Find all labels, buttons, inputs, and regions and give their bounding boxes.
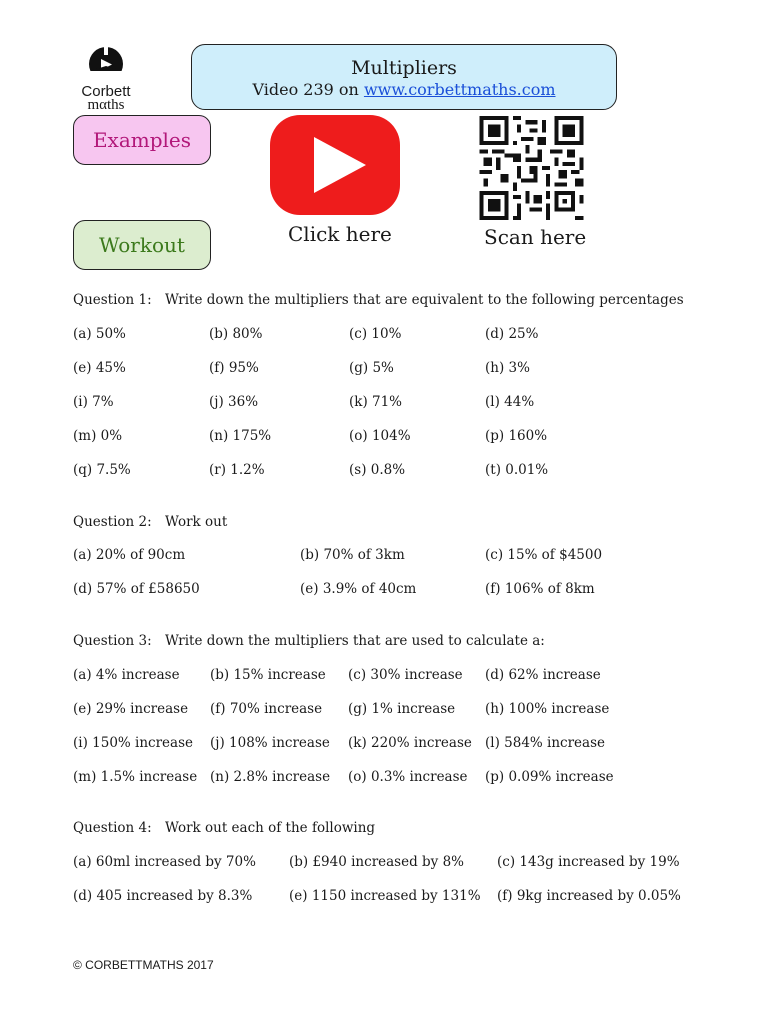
list-item: (i) 150% increase [73, 735, 194, 751]
list-item: (s) 0.8% [349, 462, 406, 478]
list-item: (d) 25% [485, 326, 539, 342]
list-item: (f) 9kg increased by 0.05% [497, 888, 681, 904]
list-item: (n) 175% [209, 428, 272, 444]
list-item: (k) 220% increase [348, 735, 472, 751]
title-box [191, 44, 617, 110]
question-4-text: Work out each of the following [165, 820, 376, 836]
list-item: (m) 1.5% increase [73, 769, 198, 785]
list-item: (q) 7.5% [73, 462, 131, 478]
list-item: (d) 62% increase [485, 667, 601, 683]
list-item: (d) 405 increased by 8.3% [73, 888, 253, 904]
list-item: (c) 15% of $4500 [485, 547, 603, 563]
list-item: (r) 1.2% [209, 462, 265, 478]
list-item: (t) 0.01% [485, 462, 549, 478]
question-1-text: Write down the multipliers that are equivalent to the following percentages [165, 292, 684, 308]
video-number-text: Video 239 on [252, 80, 364, 99]
list-item: (e) 3.9% of 40cm [300, 581, 417, 597]
list-item: (e) 45% [73, 360, 126, 376]
list-item: (b) £940 increased by 8% [289, 854, 465, 870]
list-item: (f) 106% of 8km [485, 581, 595, 597]
list-item: (p) 0.09% increase [485, 769, 614, 785]
list-item: (i) 7% [73, 394, 114, 410]
list-item: (a) 4% increase [73, 667, 180, 683]
question-4-number: Question 4: [73, 820, 152, 836]
examples-button[interactable]: Examples [73, 115, 211, 165]
list-item: (j) 108% increase [210, 735, 330, 751]
list-item: (c) 10% [349, 326, 402, 342]
list-item: (o) 0.3% increase [348, 769, 468, 785]
list-item: (n) 2.8% increase [210, 769, 331, 785]
list-item: (l) 584% increase [485, 735, 606, 751]
list-item: (g) 1% increase [348, 701, 456, 717]
question-3-text: Write down the multipliers that are used to calculate a: [165, 633, 545, 649]
list-item: (d) 57% of £58650 [73, 581, 200, 597]
list-item: (b) 70% of 3km [300, 547, 405, 563]
list-item: (a) 20% of 90cm [73, 547, 186, 563]
logo-text-maths: mαths [87, 97, 125, 113]
list-item: (b) 15% increase [210, 667, 326, 683]
play-video-icon[interactable] [270, 115, 400, 215]
list-item: (b) 80% [209, 326, 263, 342]
list-item: (f) 70% increase [210, 701, 323, 717]
scan-here-label: Scan here [484, 225, 587, 249]
list-item: (e) 29% increase [73, 701, 189, 717]
video-subtitle [192, 80, 616, 100]
list-item: (o) 104% [349, 428, 411, 444]
logo-text-corbett: Corbett [81, 83, 131, 100]
question-3-number: Question 3: [73, 633, 152, 649]
list-item: (m) 0% [73, 428, 123, 444]
click-here-label[interactable]: Click here [288, 222, 392, 246]
list-item: (f) 95% [209, 360, 259, 376]
list-item: (j) 36% [209, 394, 259, 410]
list-item: (l) 44% [485, 394, 535, 410]
list-item: (a) 60ml increased by 70% [73, 854, 256, 870]
corbettmaths-logo [76, 46, 136, 112]
list-item: (c) 143g increased by 19% [497, 854, 680, 870]
list-item: (g) 5% [349, 360, 394, 376]
question-1-number: Question 1: [73, 292, 152, 308]
list-item: (c) 30% increase [348, 667, 463, 683]
list-item: (h) 100% increase [485, 701, 610, 717]
workout-button[interactable]: Workout [73, 220, 211, 270]
qr-code-icon [478, 116, 585, 220]
copyright-footer: © CORBETTMATHS 2017 [73, 958, 214, 972]
question-2-text: Work out [165, 514, 228, 530]
website-link[interactable]: www.corbettmaths.com [363, 80, 556, 99]
list-item: (a) 50% [73, 326, 126, 342]
question-2-number: Question 2: [73, 514, 152, 530]
logo-emblem-icon [84, 46, 128, 82]
list-item: (e) 1150 increased by 131% [289, 888, 481, 904]
list-item: (k) 71% [349, 394, 403, 410]
page-title: Multipliers [351, 57, 457, 79]
list-item: (h) 3% [485, 360, 530, 376]
list-item: (p) 160% [485, 428, 548, 444]
